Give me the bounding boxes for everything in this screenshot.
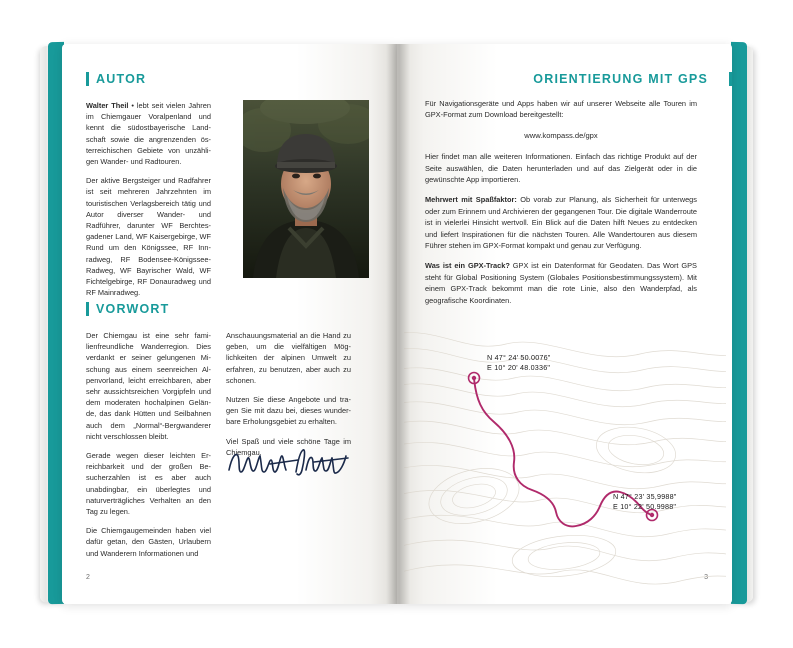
end-coordinates xyxy=(613,492,677,512)
start-coord-lat: N 47° 24' 50.0076" xyxy=(487,353,551,362)
start-coord-lon: E 10° 20' 48.0336" xyxy=(487,363,551,372)
vorwort-heading-rule xyxy=(86,302,89,316)
gps-p3-text: Ob vorab zur Planung, als Sicherheit für unterwegs oder zum Erinnern und Archivieren der gegangenen Tour. Die digitale Wanderroute ist in vielerlei Hinsicht wertvoll. Ein Blick auf die Daten hilft Neues zu entdecken und liefert Inspirationen für die nächsten Touren. Alle Wandertouren aus diesem Führer stehen im GPX-Format kompakt und genau zur Verfügung. xyxy=(425,195,697,251)
author-intro-rest: • lebt seit vielen Jahren im Chiemgauer Voralpenland und kennt die südostbayerische Landschaft sowie die angrenzenden österreichischen Gebiete von unzähligen Wander- und Radtouren. xyxy=(86,101,211,167)
left-page-number: 2 xyxy=(86,574,90,581)
gps-paragraph-1: Für Navigationsgeräte und Apps haben wir auf unserer Webseite alle Touren im GPX-Format zum Download bereitgestellt: xyxy=(425,99,697,120)
right-page-teal-band xyxy=(731,42,747,604)
author-portrait-photo xyxy=(243,100,369,278)
author-name: Walter Theil xyxy=(86,101,129,110)
vorwort-c2-p2: Nutzen Sie diese Angebote und tragen Sie mit dazu bei, dieses wunderbare Erholungsgebiet zu erhalten. xyxy=(226,395,351,427)
right-page-number: 3 xyxy=(704,574,708,581)
gpx-track-map xyxy=(404,330,726,588)
gps-paragraph-2: Hier findet man alle weiteren Informationen. Einfach das richtige Produkt auf der Seite auswählen, die Daten herunterladen und auf das Zielgerät oder in die gewünschte App importieren. xyxy=(425,152,697,185)
gps-body xyxy=(425,98,697,315)
autor-heading-rule xyxy=(86,72,89,86)
start-coordinates xyxy=(487,353,551,373)
gps-paragraph-3 xyxy=(425,194,697,251)
gps-heading: ORIENTIERUNG MIT GPS xyxy=(533,72,708,86)
vorwort-c2-p1: Anschauungsmaterial an die Hand zu geben, um die vielfältigen Möglichkeiten der alpinen Umwelt zu erfahren, zu benutzen, aber auch zu schonen. xyxy=(226,331,351,385)
gps-p3-lead: Mehrwert mit Spaßfaktor: xyxy=(425,195,517,205)
gps-p4-text: GPX ist ein Datenformat für Geodaten. Das Wort GPS steht für Global Positioning System (Globales Positionsbestimmungssystem). Mit einem GPX-Track bekommt man die rote Linie, also den Wanderpfad, als geografische Koordinaten. xyxy=(425,261,697,305)
author-signature xyxy=(226,444,356,484)
gps-heading-rule xyxy=(729,72,732,86)
vorwort-c1-p1: Der Chiemgau ist eine sehr familienfreundliche Wanderregion. Dies verdankt er seiner gelungenen Mischung aus einem seenreichen Alpenvorland, leicht erreichbaren, aber sehr aussichtsreichen Vorgipfeln und dem moderaten hochalpinen Gelände, das dank Hütten und Seilbahnen auch dem „Normal“-Bergwanderer nicht verschlossen bleibt. xyxy=(86,331,211,441)
vorwort-heading: VORWORT xyxy=(96,302,170,316)
end-coord-lon: E 10° 22' 50.9988" xyxy=(613,502,677,511)
gps-download-url: www.kompass.de/gpx xyxy=(524,130,598,140)
left-page xyxy=(62,44,397,604)
end-coord-lat: N 47° 23' 35,9988" xyxy=(613,492,677,501)
vorwort-c1-p2: Gerade wegen dieser leichten Erreichbarkeit und der großen Besucherzahlen ist es aber auch unabdingbar, ein überlegtes und naturverträgliches Verhalten an den Tag zu legen. xyxy=(86,451,211,517)
author-paragraph-2: Der aktive Bergsteiger und Radfahrer ist seit mehreren Jahrzehnten im touristischen Verlagsbereich tätig und Autor diverser Wander- und Radführer, darunter WF Berchtesgadener Land, WF Kaisergebirge, WF Rund um den Königssee, RF Innradweg, RF Bodensee-Königssee-Radweg, WF Bayrischer Wald, WF Fichtelgebirge, RF Donauradweg und RF Mainradweg. xyxy=(86,176,211,298)
vorwort-c1-p3: Die Chiemgaugemeinden haben viel dafür getan, den Gästen, Urlaubern und Wanderern Informationen und xyxy=(86,526,211,558)
vorwort-c2-p3: Viel Spaß und viele schöne Tage im Chiemgau. xyxy=(226,436,351,457)
autor-heading: AUTOR xyxy=(96,72,147,86)
gps-p4-lead: Was ist ein GPX-Track? xyxy=(425,261,510,271)
gps-paragraph-4 xyxy=(425,260,697,306)
vorwort-column-1 xyxy=(86,330,211,567)
autor-body xyxy=(86,100,211,306)
